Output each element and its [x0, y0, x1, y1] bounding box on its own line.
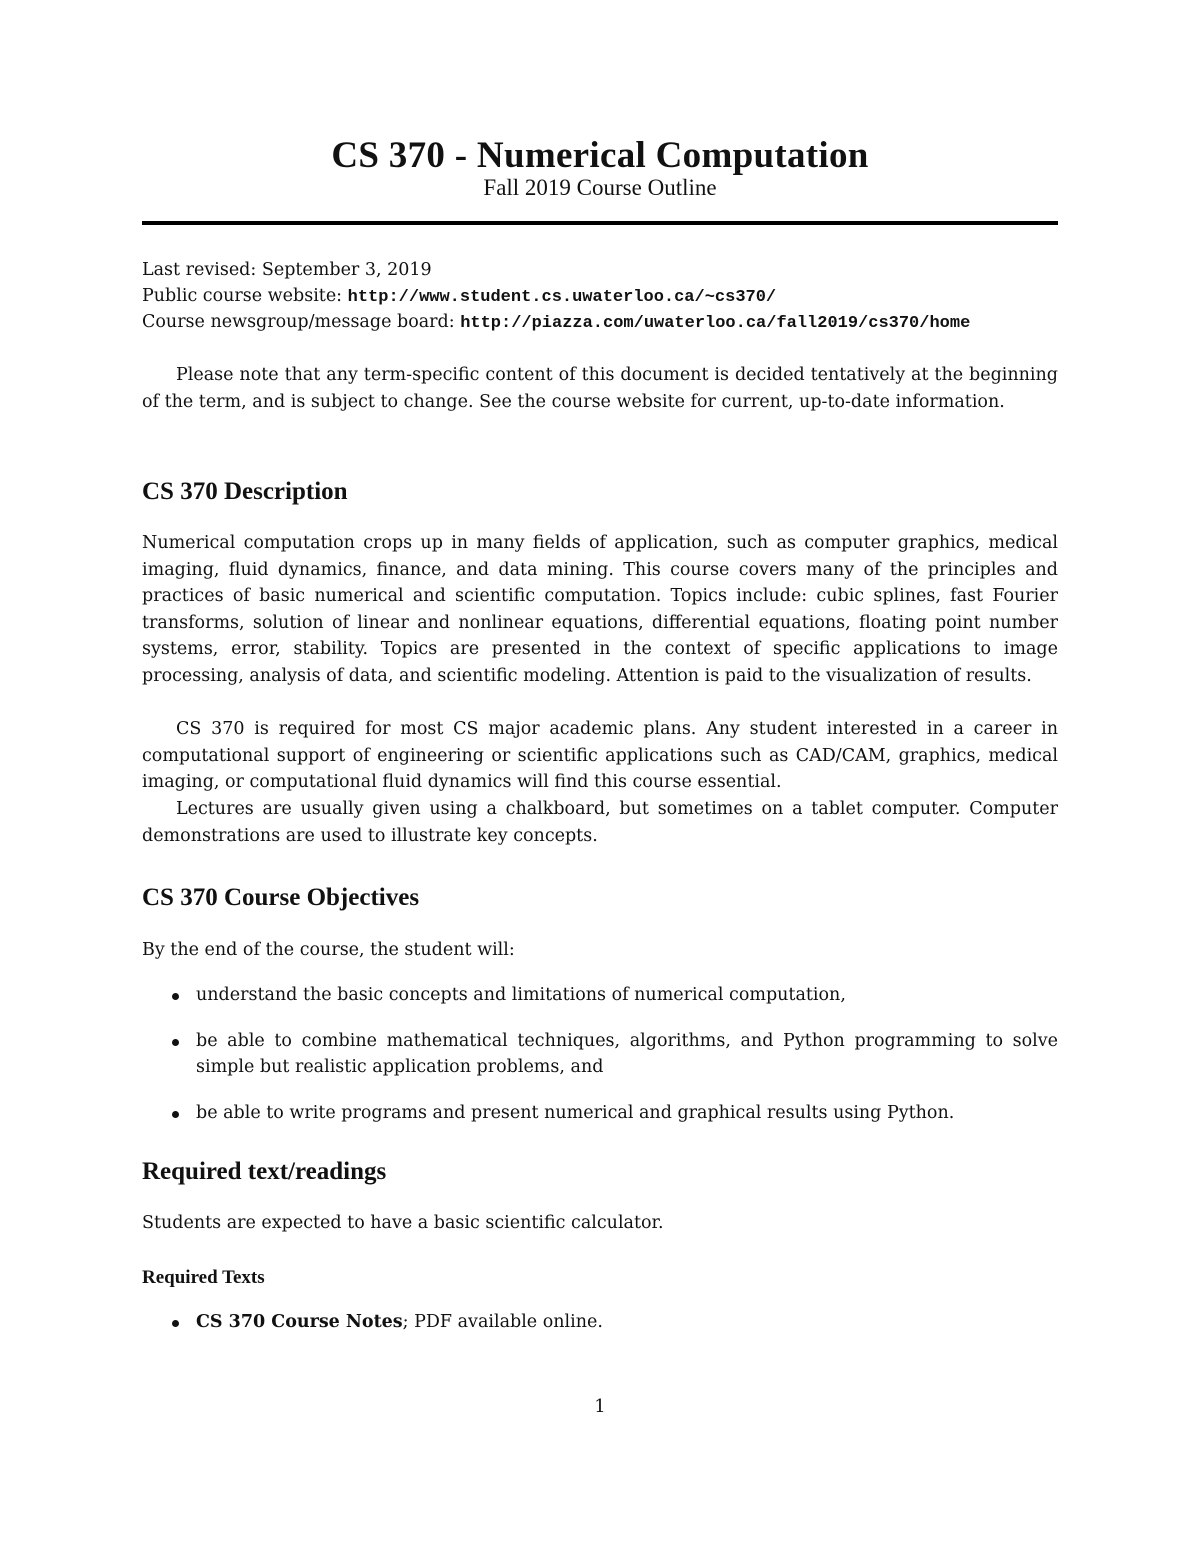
- bullet-icon: [172, 1320, 179, 1327]
- page-number: 1: [594, 1396, 606, 1417]
- description-paragraph-3: Lectures are usually given using a chalkboard, but sometimes on a tablet computer. Computer demonstrations are used to illustrate key concepts.: [142, 799, 1058, 846]
- readings-intro: Students are expected to have a basic scientific calculator.: [142, 1213, 664, 1233]
- tentative-note: Please note that any term-specific content of this document is decided tentatively at the beginning of the term, and is subject to change. See the course website for current, up-to-date information.: [142, 365, 1058, 412]
- newsgroup-label: Course newsgroup/message board:: [142, 312, 461, 332]
- last-revised-label: Last revised:: [142, 260, 262, 280]
- list-item: [142, 982, 1058, 1008]
- website-link[interactable]: http://www.student.cs.uwaterloo.ca/~cs370/: [347, 288, 777, 307]
- objective-text: be able to write programs and present numerical and graphical results using Python.: [196, 1103, 955, 1123]
- description-paragraph-1: Numerical computation crops up in many fields of application, such as computer graphics, medical imaging, fluid dynamics, finance, and data mining. This course covers many of the principles and practices of basic numerical and scientific computation. Topics include: cubic splines, fast Fourier transforms, solution of linear and nonlinear equations, differential equations, floating point number systems, error, stability. Topics are presented in the context of specific applications to image processing, analysis of data, and scientific modeling. Attention is paid to the visualization of results.: [142, 533, 1058, 686]
- website-label: Public course website:: [142, 286, 348, 306]
- required-texts-subheading: Required Texts: [142, 1267, 265, 1288]
- objective-text: be able to combine mathematical techniques, algorithms, and Python programming to solve simple but realistic application problems, and: [196, 1031, 1058, 1077]
- description-paragraph-2: CS 370 is required for most CS major academic plans. Any student interested in a career in computational support of engineering or scientific applications such as CAD/CAM, graphics, medical imaging, or computational fluid dynamics will find this course essential.: [142, 719, 1058, 793]
- bullet-icon: [172, 1111, 179, 1118]
- bullet-icon: [172, 993, 179, 1000]
- title-rule: [142, 221, 1058, 225]
- required-texts-list: [142, 1309, 1058, 1335]
- description-heading: CS 370 Description: [142, 478, 348, 505]
- objectives-heading: CS 370 Course Objectives: [142, 884, 420, 911]
- text-title: CS 370 Course Notes: [196, 1312, 403, 1332]
- document-title: CS 370 - Numerical Computation: [331, 135, 869, 176]
- newsgroup-line: [142, 309, 1058, 337]
- bullet-icon: [172, 1039, 179, 1046]
- readings-heading: Required text/readings: [142, 1158, 387, 1185]
- list-item: [142, 1028, 1058, 1080]
- objectives-list: [142, 982, 1058, 1126]
- objectives-intro: By the end of the course, the student will:: [142, 940, 515, 960]
- objective-text: understand the basic concepts and limitations of numerical computation,: [196, 985, 846, 1005]
- last-revised-value: September 3, 2019: [261, 260, 432, 280]
- list-item: [142, 1309, 1058, 1335]
- newsgroup-link[interactable]: http://piazza.com/uwaterloo.ca/fall2019/cs370/home: [460, 314, 971, 333]
- list-item: [142, 1100, 1058, 1126]
- last-revised-line: [142, 257, 1058, 283]
- document-subtitle: Fall 2019 Course Outline: [483, 175, 717, 200]
- website-line: [142, 283, 1058, 311]
- text-availability: ; PDF available online.: [402, 1312, 603, 1332]
